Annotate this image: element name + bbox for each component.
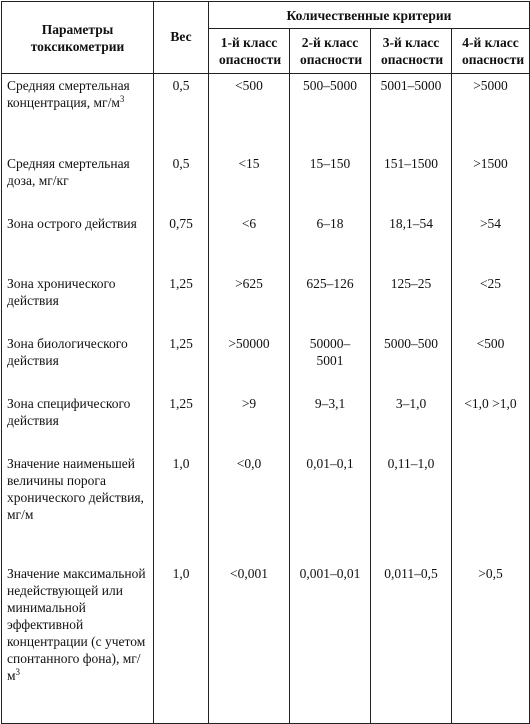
class-1-value: >9 <box>209 392 290 452</box>
param-name-superscript: 3 <box>119 94 125 104</box>
param-weight: 0,75 <box>154 212 209 272</box>
class-1-value: >625 <box>209 272 290 332</box>
header-weight: Вес <box>154 2 209 74</box>
header-params: Параметры токсикометрии <box>2 2 154 74</box>
class-4-value: >1500 <box>452 152 530 212</box>
param-weight: 1,25 <box>154 392 209 452</box>
param-name: Зона хронического действия <box>2 272 154 332</box>
header-criteria: Количественные критерии <box>209 2 530 29</box>
class-3-value: 0,011–0,5 <box>371 562 452 724</box>
param-weight: 0,5 <box>154 152 209 212</box>
class-1-value: <0,0 <box>209 452 290 562</box>
class-2-value: 625–126 <box>290 272 371 332</box>
param-name-superscript: 3 <box>15 667 21 677</box>
class-3-value: 5001–5000 <box>371 74 452 153</box>
class-2-value: 15–150 <box>290 152 371 212</box>
table-row <box>2 392 530 452</box>
param-weight: 0,5 <box>154 74 209 153</box>
class-1-value: <15 <box>209 152 290 212</box>
table-row <box>2 332 530 392</box>
class-4-value: >0,5 <box>452 562 530 724</box>
toxicometry-table <box>1 1 530 724</box>
table-row <box>2 562 530 724</box>
param-weight: 1,25 <box>154 332 209 392</box>
class-2-value: 0,01–0,1 <box>290 452 371 562</box>
class-3-value: 18,1–54 <box>371 212 452 272</box>
param-name-text: Средняя смертельная концентрация, мг/м <box>7 78 130 110</box>
param-weight: 1,0 <box>154 562 209 724</box>
class-3-value: 151–1500 <box>371 152 452 212</box>
class-2-value: 500–5000 <box>290 74 371 153</box>
header-class-2: 2-й класс опасности <box>290 29 371 74</box>
header-class-1: 1-й класс опасности <box>209 29 290 74</box>
param-name: Зона острого действия <box>2 212 154 272</box>
param-weight: 1,25 <box>154 272 209 332</box>
class-4-value <box>452 452 530 562</box>
class-2-value: 0,001–0,01 <box>290 562 371 724</box>
class-1-value: <0,001 <box>209 562 290 724</box>
table-row <box>2 272 530 332</box>
table-row <box>2 452 530 562</box>
param-name-text: Значение максимальной недействующей или минимальной эффективной концентрации (с учетом спонтанного фона), мг/м <box>7 566 146 683</box>
header-class-4: 4-й класс опасности <box>452 29 530 74</box>
class-4-value: >5000 <box>452 74 530 153</box>
table-row <box>2 74 530 153</box>
class-4-value: <1,0 >1,0 <box>452 392 530 452</box>
param-name <box>2 74 154 153</box>
class-4-value: >54 <box>452 212 530 272</box>
class-2-value: 50000–5001 <box>290 332 371 392</box>
param-name: Значение наименьшей величины порога хронического действия, мг/м <box>2 452 154 562</box>
param-name: Зона специфического действия <box>2 392 154 452</box>
class-4-value: <25 <box>452 272 530 332</box>
class-2-value: 6–18 <box>290 212 371 272</box>
class-3-value: 125–25 <box>371 272 452 332</box>
header-class-3: 3-й класс опасности <box>371 29 452 74</box>
param-weight: 1,0 <box>154 452 209 562</box>
table-row <box>2 212 530 272</box>
class-3-value: 5000–500 <box>371 332 452 392</box>
header-row-top <box>2 2 530 29</box>
class-1-value: <6 <box>209 212 290 272</box>
class-3-value: 3–1,0 <box>371 392 452 452</box>
class-3-value: 0,11–1,0 <box>371 452 452 562</box>
class-4-value: <500 <box>452 332 530 392</box>
param-name: Зона биологического действия <box>2 332 154 392</box>
class-2-value: 9–3,1 <box>290 392 371 452</box>
class-1-value: >50000 <box>209 332 290 392</box>
param-name: Средняя смертельная доза, мг/кг <box>2 152 154 212</box>
class-1-value: <500 <box>209 74 290 153</box>
table-row <box>2 152 530 212</box>
param-name <box>2 562 154 724</box>
